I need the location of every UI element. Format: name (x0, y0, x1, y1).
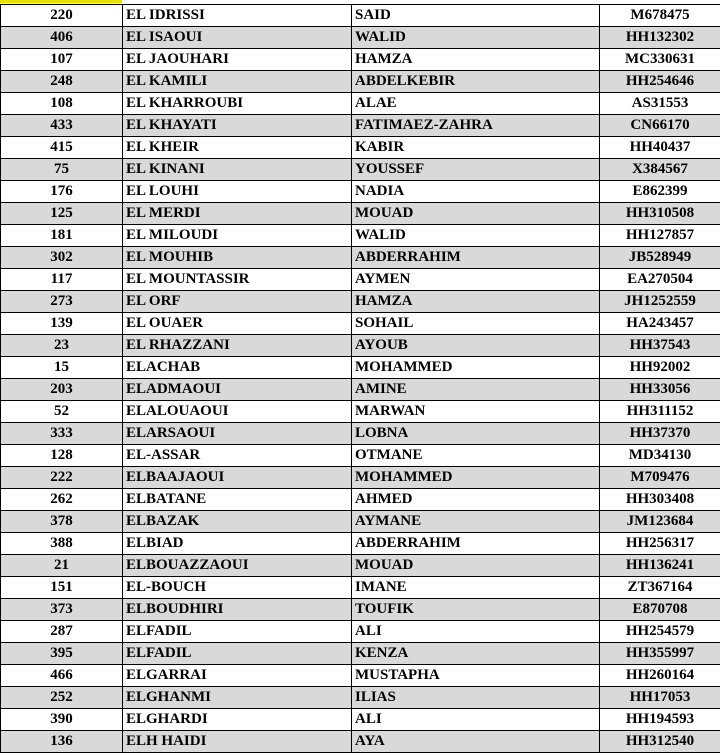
cell-number[interactable]: 128 (1, 445, 123, 467)
cell-first-name[interactable]: MARWAN (352, 401, 600, 423)
cell-last-name[interactable]: ELBOUDHIRI (123, 599, 352, 621)
cell-document-id[interactable]: CN66170 (600, 115, 720, 137)
cell-number[interactable]: 222 (1, 467, 123, 489)
cell-last-name[interactable]: ELFADIL (123, 621, 352, 643)
cell-document-id[interactable]: E862399 (600, 181, 720, 203)
cell-number[interactable]: 176 (1, 181, 123, 203)
cell-first-name[interactable]: HAMZA (352, 49, 600, 71)
cell-number[interactable]: 52 (1, 401, 123, 423)
cell-number[interactable]: 333 (1, 423, 123, 445)
cell-document-id[interactable]: E870708 (600, 599, 720, 621)
cell-number[interactable]: 415 (1, 137, 123, 159)
table-row (1, 687, 720, 709)
cell-number[interactable]: 262 (1, 489, 123, 511)
cell-number[interactable]: 107 (1, 49, 123, 71)
cell-first-name[interactable]: SOHAIL (352, 313, 600, 335)
cell-last-name[interactable]: EL KHEIR (123, 137, 352, 159)
cell-number[interactable]: 125 (1, 203, 123, 225)
cell-last-name[interactable]: ELADMAOUI (123, 379, 352, 401)
cell-document-id[interactable]: M709476 (600, 467, 720, 489)
cell-document-id[interactable]: HH17053 (600, 687, 720, 709)
cell-first-name[interactable]: AYA (352, 731, 600, 753)
cell-first-name[interactable]: ILIAS (352, 687, 600, 709)
table-row (1, 467, 720, 489)
cell-last-name[interactable]: EL KHAYATI (123, 115, 352, 137)
cell-first-name[interactable]: MOUAD (352, 555, 600, 577)
cell-document-id[interactable]: EA270504 (600, 269, 720, 291)
table-row (1, 225, 720, 247)
cell-number[interactable]: 15 (1, 357, 123, 379)
cell-document-id[interactable]: JM123684 (600, 511, 720, 533)
table-row (1, 401, 720, 423)
cell-first-name[interactable]: IMANE (352, 577, 600, 599)
cell-last-name[interactable]: EL MERDI (123, 203, 352, 225)
cell-last-name[interactable]: ELGHARDI (123, 709, 352, 731)
cell-last-name[interactable]: EL MOUHIB (123, 247, 352, 269)
cell-document-id[interactable]: ZT367164 (600, 577, 720, 599)
cell-number[interactable]: 466 (1, 665, 123, 687)
cell-number[interactable]: 139 (1, 313, 123, 335)
table-row (1, 27, 720, 49)
cell-document-id[interactable]: MD34130 (600, 445, 720, 467)
table-row (1, 357, 720, 379)
table-row (1, 181, 720, 203)
cell-number[interactable]: 75 (1, 159, 123, 181)
cell-number[interactable]: 373 (1, 599, 123, 621)
cell-first-name[interactable]: YOUSSEF (352, 159, 600, 181)
cell-document-id[interactable]: HH127857 (600, 225, 720, 247)
cell-number[interactable]: 136 (1, 731, 123, 753)
cell-document-id[interactable]: JB528949 (600, 247, 720, 269)
cell-number[interactable]: 433 (1, 115, 123, 137)
cell-first-name[interactable]: KENZA (352, 643, 600, 665)
cell-last-name[interactable]: EL KHARROUBI (123, 93, 352, 115)
cell-last-name[interactable]: EL ORF (123, 291, 352, 313)
cell-last-name[interactable]: ELGHANMI (123, 687, 352, 709)
cell-first-name[interactable]: ABDERRAHIM (352, 533, 600, 555)
table-row (1, 137, 720, 159)
table-row (1, 599, 720, 621)
cell-first-name[interactable]: MOUAD (352, 203, 600, 225)
cell-last-name[interactable]: EL KAMILI (123, 71, 352, 93)
cell-document-id[interactable]: MC330631 (600, 49, 720, 71)
table-row (1, 335, 720, 357)
cell-number[interactable]: 388 (1, 533, 123, 555)
table-row (1, 115, 720, 137)
cell-document-id[interactable]: HH40437 (600, 137, 720, 159)
cell-last-name[interactable]: EL-ASSAR (123, 445, 352, 467)
cell-document-id[interactable]: HH311152 (600, 401, 720, 423)
cell-first-name[interactable]: ALAE (352, 93, 600, 115)
cell-first-name[interactable]: AYOUB (352, 335, 600, 357)
cell-number[interactable]: 21 (1, 555, 123, 577)
cell-last-name[interactable]: EL-BOUCH (123, 577, 352, 599)
table-row (1, 379, 720, 401)
cell-first-name[interactable]: ALI (352, 709, 600, 731)
cell-document-id[interactable]: HH312540 (600, 731, 720, 753)
table-row (1, 489, 720, 511)
cell-document-id[interactable]: AS31553 (600, 93, 720, 115)
cell-last-name[interactable]: ELGARRAI (123, 665, 352, 687)
cell-document-id[interactable]: HH33056 (600, 379, 720, 401)
cell-number[interactable]: 23 (1, 335, 123, 357)
cell-document-id[interactable]: HH254579 (600, 621, 720, 643)
table-row (1, 621, 720, 643)
cell-document-id[interactable]: HH37543 (600, 335, 720, 357)
cell-document-id[interactable]: HH260164 (600, 665, 720, 687)
cell-first-name[interactable]: ABDELKEBIR (352, 71, 600, 93)
cell-first-name[interactable]: AHMED (352, 489, 600, 511)
cell-first-name[interactable]: ALI (352, 621, 600, 643)
table-body (1, 5, 720, 753)
cell-first-name[interactable]: HAMZA (352, 291, 600, 313)
cell-first-name[interactable]: TOUFIK (352, 599, 600, 621)
cell-number[interactable]: 108 (1, 93, 123, 115)
cell-document-id[interactable]: HH303408 (600, 489, 720, 511)
cell-first-name[interactable]: MUSTAPHA (352, 665, 600, 687)
cell-document-id[interactable]: JH1252559 (600, 291, 720, 313)
cell-number[interactable]: 378 (1, 511, 123, 533)
cell-first-name[interactable]: FATIMAEZ-ZAHRA (352, 115, 600, 137)
table-row (1, 511, 720, 533)
cell-last-name[interactable]: EL KINANI (123, 159, 352, 181)
cell-number[interactable]: 181 (1, 225, 123, 247)
cell-number[interactable]: 287 (1, 621, 123, 643)
cell-first-name[interactable]: WALID (352, 27, 600, 49)
table-row (1, 423, 720, 445)
cell-number[interactable]: 248 (1, 71, 123, 93)
cell-document-id[interactable]: HH136241 (600, 555, 720, 577)
cell-first-name[interactable]: AYMEN (352, 269, 600, 291)
cell-last-name[interactable]: ELFADIL (123, 643, 352, 665)
cell-last-name[interactable]: EL IDRISSI (123, 5, 352, 27)
table-row (1, 5, 720, 27)
cell-document-id[interactable]: HH92002 (600, 357, 720, 379)
cell-document-id[interactable]: M678475 (600, 5, 720, 27)
table-row (1, 269, 720, 291)
table-row (1, 71, 720, 93)
table-row (1, 555, 720, 577)
cell-last-name[interactable]: EL LOUHI (123, 181, 352, 203)
cell-number[interactable]: 273 (1, 291, 123, 313)
cell-number[interactable]: 390 (1, 709, 123, 731)
table-row (1, 247, 720, 269)
table-row (1, 445, 720, 467)
cell-first-name[interactable]: AYMANE (352, 511, 600, 533)
cell-document-id[interactable]: HH37370 (600, 423, 720, 445)
cell-last-name[interactable]: ELBAZAK (123, 511, 352, 533)
cell-document-id[interactable]: HA243457 (600, 313, 720, 335)
cell-number[interactable]: 220 (1, 5, 123, 27)
cell-last-name[interactable]: ELACHAB (123, 357, 352, 379)
cell-number[interactable]: 252 (1, 687, 123, 709)
cell-number[interactable]: 302 (1, 247, 123, 269)
table-row (1, 665, 720, 687)
cell-first-name[interactable]: WALID (352, 225, 600, 247)
cell-number[interactable]: 151 (1, 577, 123, 599)
cell-last-name[interactable]: EL MILOUDI (123, 225, 352, 247)
cell-first-name[interactable]: MOHAMMED (352, 357, 600, 379)
cell-first-name[interactable]: ABDERRAHIM (352, 247, 600, 269)
cell-first-name[interactable]: AMINE (352, 379, 600, 401)
cell-document-id[interactable]: HH194593 (600, 709, 720, 731)
cell-document-id[interactable]: HH310508 (600, 203, 720, 225)
cell-document-id[interactable]: HH254646 (600, 71, 720, 93)
cell-selection-marker (0, 0, 122, 3)
cell-last-name[interactable]: EL OUAER (123, 313, 352, 335)
data-table (0, 4, 720, 753)
cell-last-name[interactable]: EL MOUNTASSIR (123, 269, 352, 291)
cell-first-name[interactable]: OTMANE (352, 445, 600, 467)
cell-document-id[interactable]: HH132302 (600, 27, 720, 49)
cell-last-name[interactable]: ELBATANE (123, 489, 352, 511)
table-row (1, 533, 720, 555)
cell-document-id[interactable]: HH355997 (600, 643, 720, 665)
cell-last-name[interactable]: ELH HAIDI (123, 731, 352, 753)
cell-number[interactable]: 395 (1, 643, 123, 665)
cell-number[interactable]: 117 (1, 269, 123, 291)
cell-last-name[interactable]: EL JAOUHARI (123, 49, 352, 71)
cell-first-name[interactable]: LOBNA (352, 423, 600, 445)
table-row (1, 643, 720, 665)
table-row (1, 709, 720, 731)
table-row (1, 577, 720, 599)
cell-document-id[interactable]: X384567 (600, 159, 720, 181)
table-row (1, 93, 720, 115)
spreadsheet (0, 4, 720, 753)
cell-last-name[interactable]: EL RHAZZANI (123, 335, 352, 357)
cell-first-name[interactable]: MOHAMMED (352, 467, 600, 489)
cell-first-name[interactable]: SAID (352, 5, 600, 27)
cell-document-id[interactable]: HH256317 (600, 533, 720, 555)
table-row (1, 313, 720, 335)
cell-last-name[interactable]: ELARSAOUI (123, 423, 352, 445)
cell-first-name[interactable]: NADIA (352, 181, 600, 203)
cell-last-name[interactable]: EL ISAOUI (123, 27, 352, 49)
cell-last-name[interactable]: ELBOUAZZAOUI (123, 555, 352, 577)
cell-last-name[interactable]: ELALOUAOUI (123, 401, 352, 423)
table-row (1, 159, 720, 181)
cell-number[interactable]: 203 (1, 379, 123, 401)
table-row (1, 203, 720, 225)
cell-number[interactable]: 406 (1, 27, 123, 49)
table-row (1, 731, 720, 753)
cell-last-name[interactable]: ELBIAD (123, 533, 352, 555)
table-row (1, 291, 720, 313)
cell-last-name[interactable]: ELBAAJAOUI (123, 467, 352, 489)
cell-first-name[interactable]: KABIR (352, 137, 600, 159)
table-row (1, 49, 720, 71)
